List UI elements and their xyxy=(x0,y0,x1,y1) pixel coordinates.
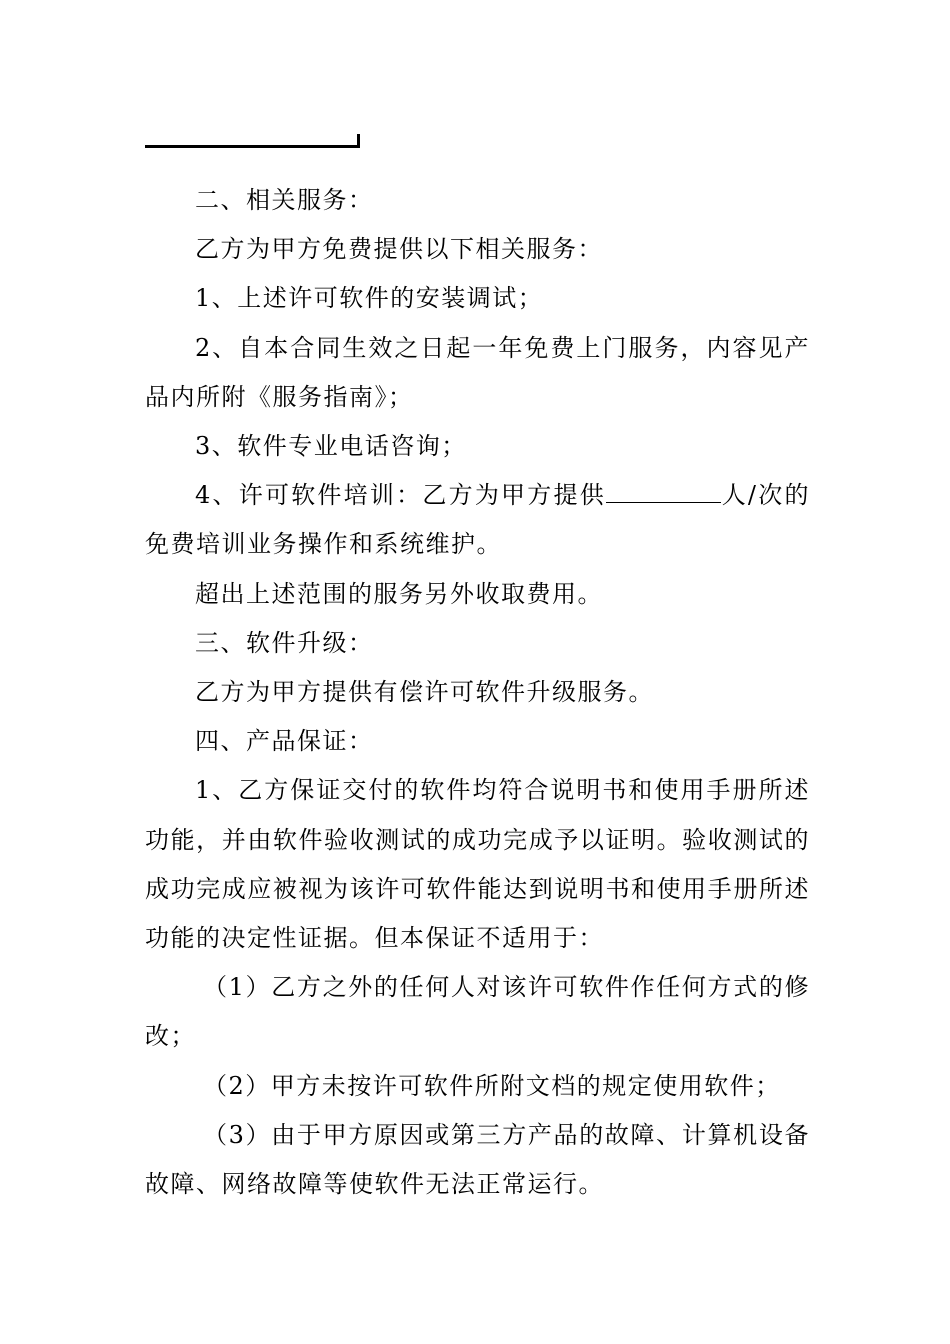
upgrade-heading: 三、软件升级： xyxy=(195,628,374,657)
services-intro: 乙方为甲方免费提供以下相关服务： xyxy=(195,235,603,264)
services-heading: 二、相关服务： xyxy=(195,186,374,214)
service-item-4 xyxy=(145,471,810,569)
service-item-2: 2、自本合同生效之日起一年免费上门服务，内容见产品内所附《服务指南》； xyxy=(145,333,810,411)
top-underline-corner xyxy=(357,134,360,148)
top-underline-rule xyxy=(145,145,359,148)
document-body xyxy=(145,176,810,1209)
exclusion-item-3: （3）由于甲方原因或第三方产品的故障、计算机设备故障、网络故障等使软件无法正常运行。 xyxy=(145,1120,810,1199)
services-extra-note: 超出上述范围的服务另外收取费用。 xyxy=(195,579,603,608)
exclusion-item-1: （1）乙方之外的任何人对该许可软件作任何方式的修改； xyxy=(145,973,810,1051)
service-item-1: 1、上述许可软件的安装调试； xyxy=(195,284,544,313)
blank-fill-line xyxy=(606,482,721,503)
service-item-4-lead: 4、许可软件培训：乙方为甲方提供 xyxy=(195,481,606,510)
service-item-4-tail: 人/次的免费培训业务操作和系统维护。 xyxy=(145,481,810,559)
exclusion-item-2: （2）甲方未按许可软件所附文档的规定使用软件； xyxy=(203,1071,781,1100)
service-item-3: 3、软件专业电话咨询； xyxy=(195,432,467,461)
upgrade-body: 乙方为甲方提供有偿许可软件升级服务。 xyxy=(195,678,654,707)
warranty-heading: 四、产品保证： xyxy=(195,727,374,756)
warranty-item-1: 1、乙方保证交付的软件均符合说明书和使用手册所述功能，并由软件验收测试的成功完成予以证明。验收测试的成功完成应被视为该许可软件能达到说明书和使用手册所述功能的决定性证据。但本保证不适用于： xyxy=(145,776,810,953)
